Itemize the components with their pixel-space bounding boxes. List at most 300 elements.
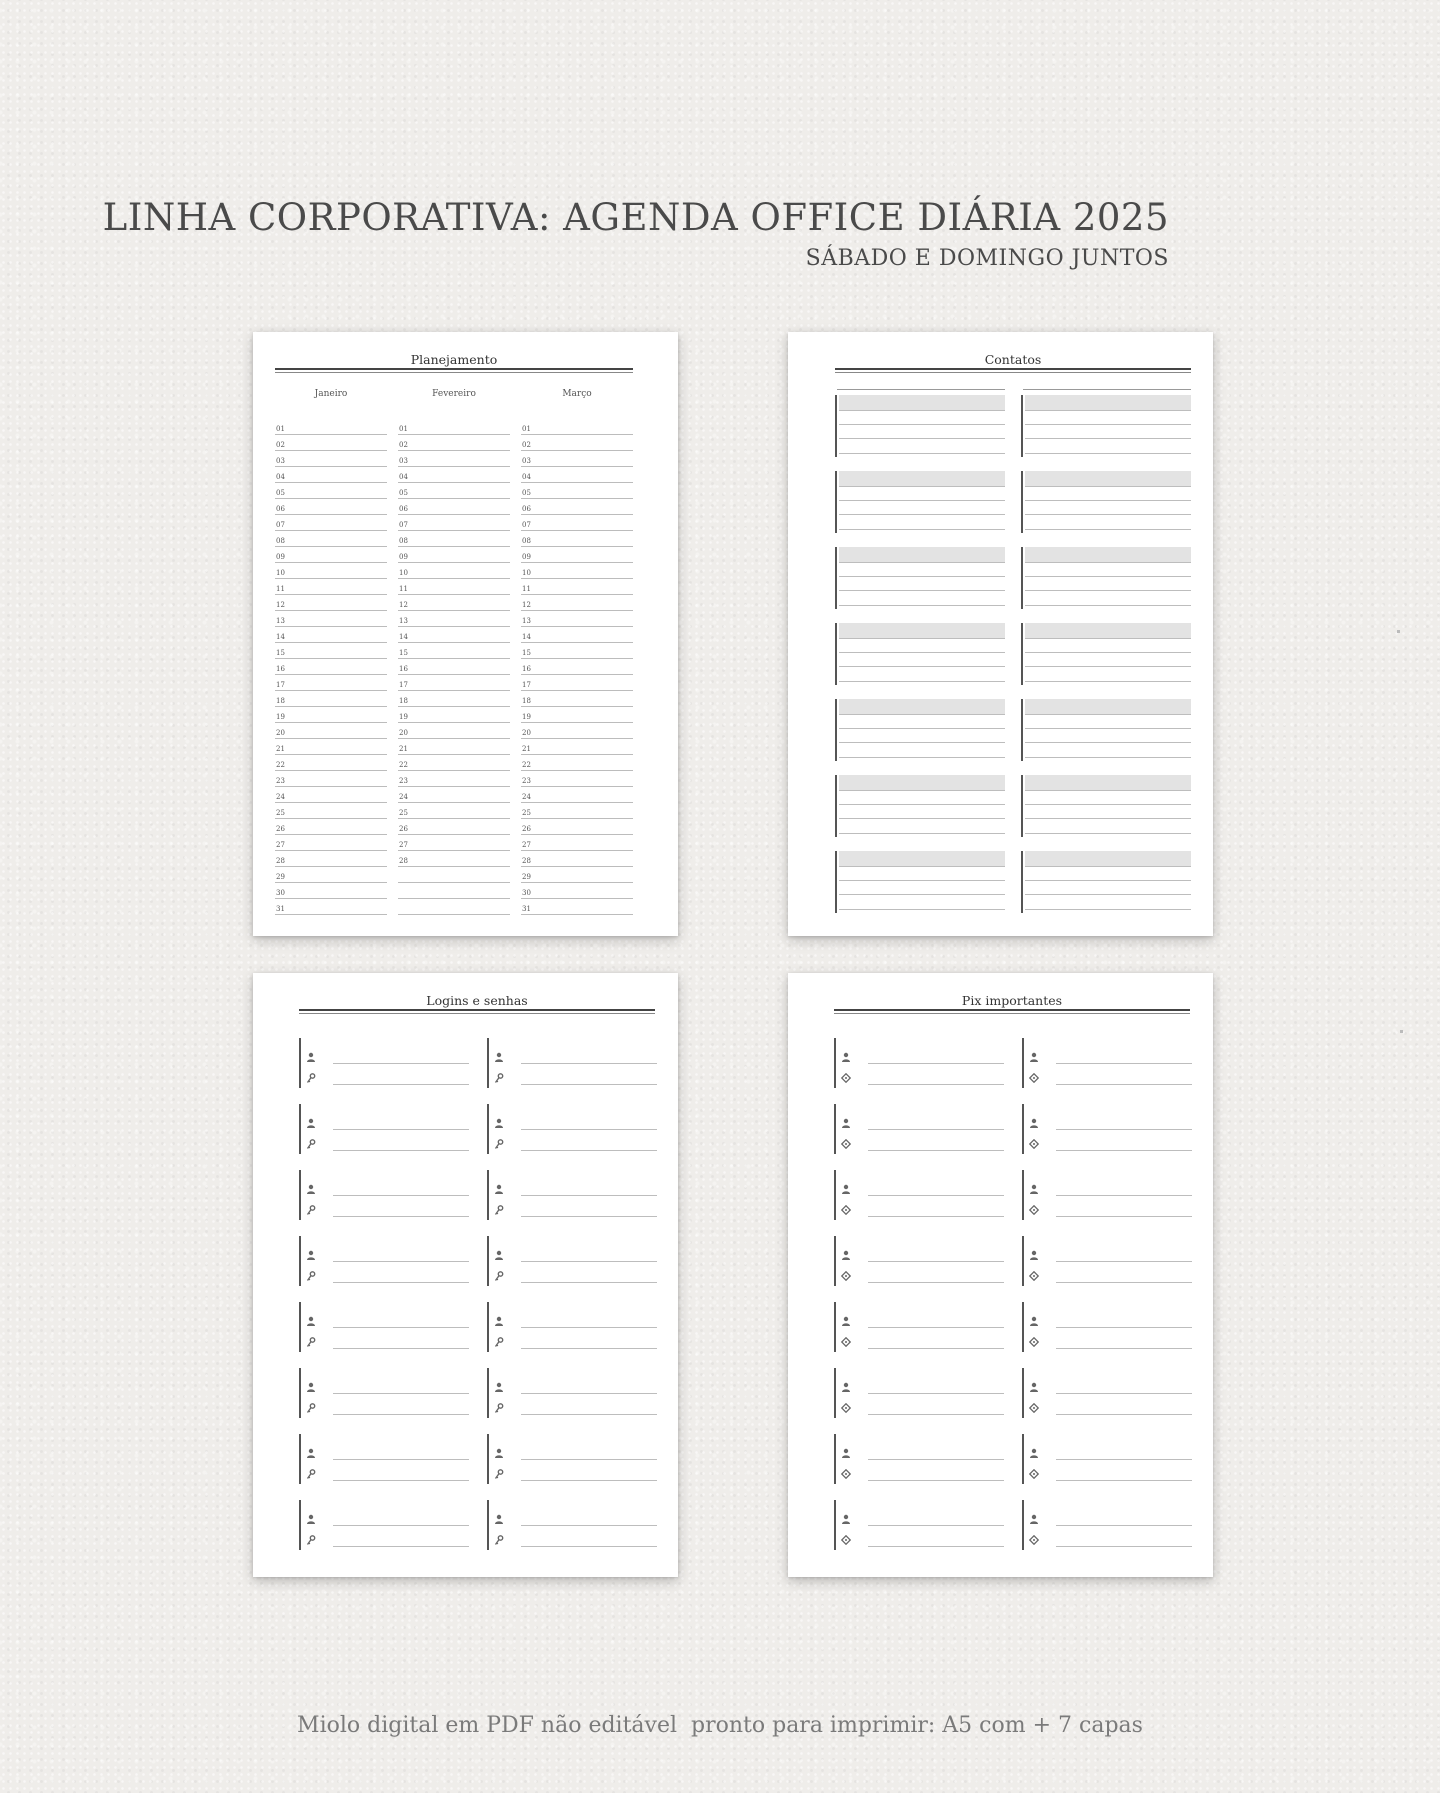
- pix-icon: [841, 1530, 851, 1540]
- day-row[interactable]: [398, 547, 510, 563]
- day-row[interactable]: [398, 483, 510, 499]
- day-number: 16: [522, 665, 531, 673]
- entry-line: [521, 1063, 657, 1064]
- day-row[interactable]: [275, 579, 387, 595]
- login-card[interactable]: [299, 1434, 469, 1484]
- contact-card[interactable]: [1021, 547, 1191, 609]
- user-icon: [841, 1311, 851, 1321]
- day-number: 10: [399, 569, 408, 577]
- day-number: 27: [399, 841, 408, 849]
- contact-line: [839, 576, 1005, 577]
- contact-line: [1025, 500, 1191, 501]
- day-row[interactable]: [521, 819, 633, 835]
- entry-line: [1056, 1129, 1192, 1130]
- card-top-rule: [837, 389, 1005, 390]
- day-row[interactable]: [398, 499, 510, 515]
- contact-name-band: [839, 547, 1005, 562]
- day-row[interactable]: [521, 451, 633, 467]
- day-row[interactable]: [398, 627, 510, 643]
- entry-line: [521, 1195, 657, 1196]
- entry-line: [868, 1459, 1004, 1460]
- day-row[interactable]: [521, 787, 633, 803]
- day-number: 17: [522, 681, 531, 689]
- user-icon: [1029, 1377, 1039, 1387]
- day-row[interactable]: [275, 435, 387, 451]
- day-row[interactable]: [398, 899, 510, 915]
- contact-line: [1025, 438, 1191, 439]
- login-card[interactable]: [487, 1038, 657, 1088]
- user-icon: [841, 1179, 851, 1189]
- day-row[interactable]: [521, 771, 633, 787]
- user-icon: [494, 1509, 504, 1519]
- entry-line: [333, 1063, 469, 1064]
- day-number: 28: [522, 857, 531, 865]
- day-row[interactable]: [398, 515, 510, 531]
- entry-line: [1056, 1195, 1192, 1196]
- day-row[interactable]: [521, 483, 633, 499]
- day-row[interactable]: [275, 595, 387, 611]
- user-icon: [1029, 1443, 1039, 1453]
- login-card[interactable]: [487, 1170, 657, 1220]
- login-card[interactable]: [299, 1038, 469, 1088]
- day-row[interactable]: [275, 499, 387, 515]
- day-row[interactable]: [398, 595, 510, 611]
- day-row[interactable]: [275, 611, 387, 627]
- login-card[interactable]: [487, 1368, 657, 1418]
- contact-line: [1025, 514, 1191, 515]
- login-card[interactable]: [487, 1236, 657, 1286]
- entry-line: [1056, 1282, 1192, 1283]
- pix-card[interactable]: [834, 1236, 1004, 1286]
- day-row[interactable]: [275, 483, 387, 499]
- pix-card[interactable]: [834, 1104, 1004, 1154]
- pix-card[interactable]: [834, 1302, 1004, 1352]
- day-row[interactable]: [275, 467, 387, 483]
- login-card[interactable]: [487, 1434, 657, 1484]
- contact-line: [839, 909, 1005, 910]
- day-row[interactable]: [398, 659, 510, 675]
- entry-line: [333, 1129, 469, 1130]
- month-column: [521, 389, 633, 915]
- pix-card[interactable]: [1022, 1500, 1192, 1550]
- user-icon: [1029, 1179, 1039, 1189]
- day-number: 29: [522, 873, 531, 881]
- day-row[interactable]: [521, 867, 633, 883]
- day-number: 22: [276, 761, 285, 769]
- pix-icon: [841, 1464, 851, 1474]
- day-row[interactable]: [521, 499, 633, 515]
- day-row[interactable]: [521, 707, 633, 723]
- day-row[interactable]: [275, 659, 387, 675]
- contact-name-band: [1025, 547, 1191, 562]
- login-card[interactable]: [299, 1104, 469, 1154]
- day-number: 03: [522, 457, 531, 465]
- contact-name-band: [1025, 851, 1191, 866]
- contact-line: [839, 638, 1005, 639]
- day-row[interactable]: [275, 627, 387, 643]
- login-card[interactable]: [299, 1236, 469, 1286]
- contact-line: [1025, 804, 1191, 805]
- pix-card[interactable]: [834, 1368, 1004, 1418]
- day-number: 18: [522, 697, 531, 705]
- day-row[interactable]: [398, 467, 510, 483]
- entry-line: [521, 1216, 657, 1217]
- contact-card[interactable]: [1021, 775, 1191, 837]
- login-card[interactable]: [487, 1302, 657, 1352]
- pix-card[interactable]: [1022, 1170, 1192, 1220]
- login-card[interactable]: [487, 1104, 657, 1154]
- pix-card[interactable]: [1022, 1038, 1192, 1088]
- login-card[interactable]: [299, 1302, 469, 1352]
- day-number: 02: [399, 441, 408, 449]
- months-table: [275, 389, 633, 919]
- day-number: 12: [522, 601, 531, 609]
- contact-card[interactable]: [835, 775, 1005, 837]
- day-number: 17: [276, 681, 285, 689]
- day-row[interactable]: [275, 851, 387, 867]
- day-number: 08: [522, 537, 531, 545]
- user-icon: [306, 1047, 316, 1057]
- card-top-rule: [1023, 389, 1191, 390]
- day-number: 01: [276, 425, 285, 433]
- day-row[interactable]: [521, 595, 633, 611]
- contact-line: [839, 605, 1005, 606]
- day-number: 02: [276, 441, 285, 449]
- contact-line: [839, 410, 1005, 411]
- entry-line: [1056, 1063, 1192, 1064]
- entry-line: [1056, 1393, 1192, 1394]
- day-number: 14: [276, 633, 285, 641]
- key-icon: [306, 1200, 316, 1210]
- day-row[interactable]: [521, 435, 633, 451]
- day-number: 30: [276, 889, 285, 897]
- key-icon: [306, 1068, 316, 1078]
- entry-line: [333, 1459, 469, 1460]
- day-row[interactable]: [275, 819, 387, 835]
- contact-line: [1025, 453, 1191, 454]
- contact-line: [839, 880, 1005, 881]
- day-row[interactable]: [521, 579, 633, 595]
- entry-line: [521, 1150, 657, 1151]
- key-icon: [306, 1530, 316, 1540]
- day-row[interactable]: [398, 643, 510, 659]
- contact-card[interactable]: [835, 623, 1005, 685]
- day-number: 13: [522, 617, 531, 625]
- contact-line: [839, 652, 1005, 653]
- contact-card[interactable]: [835, 547, 1005, 609]
- day-row[interactable]: [398, 771, 510, 787]
- day-row[interactable]: [275, 867, 387, 883]
- day-row[interactable]: [398, 675, 510, 691]
- day-number: 28: [399, 857, 408, 865]
- contact-line: [1025, 638, 1191, 639]
- day-row[interactable]: [398, 451, 510, 467]
- contact-name-band: [839, 775, 1005, 790]
- entry-line: [1056, 1150, 1192, 1151]
- day-row[interactable]: [521, 643, 633, 659]
- day-row[interactable]: [398, 819, 510, 835]
- day-number: 08: [399, 537, 408, 545]
- contact-line: [1025, 576, 1191, 577]
- entry-line: [333, 1525, 469, 1526]
- day-row[interactable]: [398, 883, 510, 899]
- contact-line: [1025, 790, 1191, 791]
- contact-line: [839, 453, 1005, 454]
- contact-card[interactable]: [1021, 851, 1191, 913]
- day-row[interactable]: [398, 691, 510, 707]
- pix-icon: [841, 1068, 851, 1078]
- user-icon: [494, 1311, 504, 1321]
- pix-card[interactable]: [834, 1170, 1004, 1220]
- login-card[interactable]: [299, 1368, 469, 1418]
- day-row[interactable]: [398, 835, 510, 851]
- day-number: 04: [522, 473, 531, 481]
- entry-line: [868, 1150, 1004, 1151]
- day-row[interactable]: [275, 787, 387, 803]
- day-row[interactable]: [521, 755, 633, 771]
- day-number: 07: [399, 521, 408, 529]
- contact-name-band: [1025, 395, 1191, 410]
- day-row[interactable]: [521, 531, 633, 547]
- user-icon: [841, 1443, 851, 1453]
- day-row[interactable]: [398, 579, 510, 595]
- pix-card[interactable]: [1022, 1236, 1192, 1286]
- contact-card[interactable]: [1021, 699, 1191, 761]
- day-row[interactable]: [521, 803, 633, 819]
- day-row[interactable]: [275, 707, 387, 723]
- day-row[interactable]: [275, 451, 387, 467]
- user-icon: [494, 1047, 504, 1057]
- entry-line: [1056, 1261, 1192, 1262]
- day-number: 27: [276, 841, 285, 849]
- day-row[interactable]: [275, 803, 387, 819]
- day-number: 04: [399, 473, 408, 481]
- contact-card[interactable]: [835, 699, 1005, 761]
- contatos-heading: Contatos: [984, 352, 1042, 367]
- entry-line: [333, 1261, 469, 1262]
- day-row[interactable]: [275, 675, 387, 691]
- key-icon: [306, 1332, 316, 1342]
- entry-line: [868, 1261, 1004, 1262]
- day-row[interactable]: [398, 851, 510, 867]
- user-icon: [841, 1047, 851, 1057]
- day-row[interactable]: [521, 547, 633, 563]
- pix-icon: [1029, 1530, 1039, 1540]
- contact-name-band: [1025, 775, 1191, 790]
- day-number: 11: [276, 585, 285, 593]
- contact-name-band: [839, 851, 1005, 866]
- day-row[interactable]: [521, 419, 633, 435]
- day-number: 22: [522, 761, 531, 769]
- contact-card[interactable]: [1021, 623, 1191, 685]
- pix-card[interactable]: [834, 1434, 1004, 1484]
- day-row[interactable]: [521, 563, 633, 579]
- contact-name-band: [1025, 471, 1191, 486]
- login-card[interactable]: [299, 1500, 469, 1550]
- day-row[interactable]: [275, 835, 387, 851]
- day-row[interactable]: [275, 723, 387, 739]
- pix-card[interactable]: [1022, 1104, 1192, 1154]
- entry-line: [1056, 1546, 1192, 1547]
- day-row[interactable]: [398, 723, 510, 739]
- day-row[interactable]: [398, 787, 510, 803]
- day-row[interactable]: [275, 515, 387, 531]
- day-row[interactable]: [521, 691, 633, 707]
- day-row[interactable]: [398, 707, 510, 723]
- logins-heading: Logins e senhas: [426, 993, 528, 1008]
- contact-line: [839, 529, 1005, 530]
- contact-line: [1025, 757, 1191, 758]
- contact-line: [839, 757, 1005, 758]
- entry-line: [868, 1216, 1004, 1217]
- entry-line: [868, 1129, 1004, 1130]
- day-row[interactable]: [521, 899, 633, 915]
- day-row[interactable]: [521, 739, 633, 755]
- day-row[interactable]: [275, 419, 387, 435]
- contact-line: [839, 514, 1005, 515]
- day-row[interactable]: [275, 739, 387, 755]
- contact-card[interactable]: [835, 395, 1005, 457]
- day-row[interactable]: [398, 803, 510, 819]
- pix-card[interactable]: [834, 1500, 1004, 1550]
- day-row[interactable]: [275, 531, 387, 547]
- contact-card[interactable]: [835, 471, 1005, 533]
- day-row[interactable]: [521, 675, 633, 691]
- day-row[interactable]: [398, 739, 510, 755]
- entry-line: [868, 1414, 1004, 1415]
- entry-line: [521, 1261, 657, 1262]
- contact-card[interactable]: [835, 851, 1005, 913]
- day-number: 20: [276, 729, 285, 737]
- day-row[interactable]: [398, 435, 510, 451]
- user-icon: [306, 1113, 316, 1123]
- day-row[interactable]: [521, 723, 633, 739]
- day-row[interactable]: [275, 563, 387, 579]
- day-number: 13: [276, 617, 285, 625]
- day-row[interactable]: [521, 883, 633, 899]
- day-row[interactable]: [275, 691, 387, 707]
- pix-card[interactable]: [1022, 1302, 1192, 1352]
- day-row[interactable]: [521, 467, 633, 483]
- day-row[interactable]: [398, 867, 510, 883]
- month-name: Março: [562, 389, 592, 399]
- key-icon: [494, 1464, 504, 1474]
- day-number: 03: [276, 457, 285, 465]
- login-card[interactable]: [299, 1170, 469, 1220]
- edge-mark: [1400, 1030, 1403, 1033]
- day-number: 01: [399, 425, 408, 433]
- entry-line: [1056, 1459, 1192, 1460]
- pix-icon: [841, 1134, 851, 1144]
- contact-line: [839, 742, 1005, 743]
- planner-page-contatos: [788, 332, 1213, 936]
- pix-card[interactable]: [1022, 1434, 1192, 1484]
- day-row[interactable]: [521, 659, 633, 675]
- day-row[interactable]: [398, 563, 510, 579]
- day-row[interactable]: [275, 547, 387, 563]
- pix-icon: [841, 1398, 851, 1408]
- day-number: 09: [399, 553, 408, 561]
- entry-line: [1056, 1480, 1192, 1481]
- key-icon: [494, 1200, 504, 1210]
- day-row[interactable]: [521, 835, 633, 851]
- day-row[interactable]: [398, 755, 510, 771]
- entry-line: [333, 1150, 469, 1151]
- heading-rule: [275, 368, 633, 370]
- day-row[interactable]: [521, 627, 633, 643]
- contact-line: [1025, 894, 1191, 895]
- key-icon: [306, 1134, 316, 1144]
- day-row[interactable]: [521, 851, 633, 867]
- contact-line: [839, 590, 1005, 591]
- entry-line: [521, 1546, 657, 1547]
- day-row[interactable]: [275, 899, 387, 915]
- day-row[interactable]: [275, 643, 387, 659]
- day-number: 09: [276, 553, 285, 561]
- user-icon: [841, 1377, 851, 1387]
- entry-line: [868, 1084, 1004, 1085]
- pix-icon: [841, 1200, 851, 1210]
- day-number: 20: [399, 729, 408, 737]
- day-number: 19: [276, 713, 285, 721]
- day-row[interactable]: [275, 883, 387, 899]
- entry-line: [333, 1480, 469, 1481]
- user-icon: [306, 1377, 316, 1387]
- entry-line: [1056, 1084, 1192, 1085]
- day-row[interactable]: [398, 611, 510, 627]
- contact-name-band: [1025, 623, 1191, 638]
- day-number: 02: [522, 441, 531, 449]
- day-number: 16: [276, 665, 285, 673]
- entry-line: [868, 1327, 1004, 1328]
- contact-line: [839, 714, 1005, 715]
- day-row[interactable]: [275, 771, 387, 787]
- pix-icon: [1029, 1266, 1039, 1276]
- contact-card[interactable]: [1021, 395, 1191, 457]
- day-number: 31: [276, 905, 285, 913]
- day-row[interactable]: [398, 531, 510, 547]
- day-number: 26: [276, 825, 285, 833]
- day-number: 10: [522, 569, 531, 577]
- day-number: 11: [522, 585, 531, 593]
- day-number: 08: [276, 537, 285, 545]
- user-icon: [494, 1443, 504, 1453]
- day-row[interactable]: [521, 515, 633, 531]
- user-icon: [306, 1443, 316, 1453]
- pix-card[interactable]: [1022, 1368, 1192, 1418]
- day-row[interactable]: [521, 611, 633, 627]
- contact-line: [1025, 486, 1191, 487]
- key-icon: [306, 1398, 316, 1408]
- login-card[interactable]: [487, 1500, 657, 1550]
- contact-card[interactable]: [1021, 471, 1191, 533]
- pix-card[interactable]: [834, 1038, 1004, 1088]
- key-icon: [306, 1464, 316, 1474]
- contact-name-band: [1025, 699, 1191, 714]
- entry-line: [521, 1084, 657, 1085]
- day-number: 15: [276, 649, 285, 657]
- day-row[interactable]: [275, 755, 387, 771]
- pix-heading: Pix importantes: [961, 993, 1063, 1008]
- pix-icon: [841, 1266, 851, 1276]
- month-column: [398, 389, 510, 915]
- day-number: 29: [276, 873, 285, 881]
- contact-line: [1025, 714, 1191, 715]
- day-row[interactable]: [398, 419, 510, 435]
- day-number: 06: [276, 505, 285, 513]
- entry-line: [868, 1525, 1004, 1526]
- key-icon: [494, 1266, 504, 1276]
